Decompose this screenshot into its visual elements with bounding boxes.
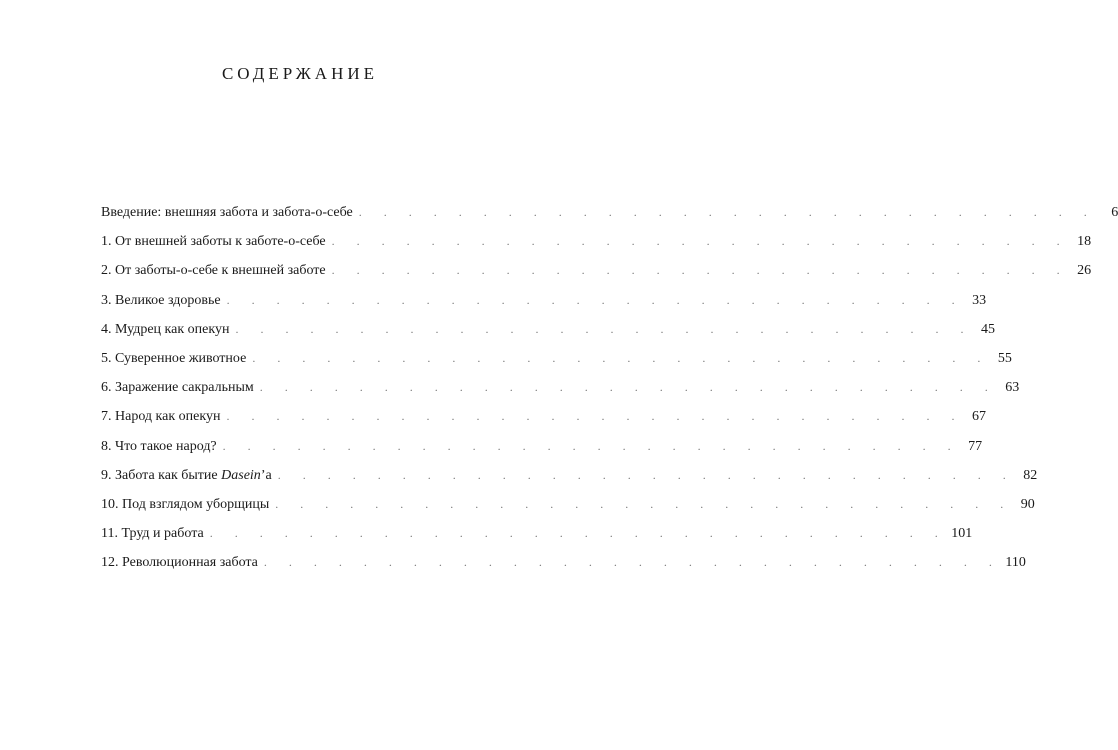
toc-entry-page-number: 77 — [968, 438, 983, 454]
toc-entry-page-number: 90 — [1020, 496, 1035, 512]
toc-entry-number: 4. — [101, 321, 112, 337]
toc-entry-page-number: 26 — [1077, 263, 1092, 279]
toc-entry-number: 2. — [101, 263, 112, 279]
toc-entry-page-number: 55 — [997, 350, 1012, 366]
toc-entry-label — [101, 261, 332, 281]
toc-entry-label — [101, 437, 223, 457]
dot-leader: . . . . . . . . . . . . . . . . . . . . . . . . . . . . . . — [277, 467, 1016, 482]
toc-entry-title: Мудрец как опекун — [115, 321, 230, 337]
toc-entry-title: Суверенное животное — [115, 350, 247, 366]
toc-entry[interactable] — [101, 436, 983, 465]
toc-entry-label — [101, 349, 252, 369]
toc-entry[interactable] — [101, 319, 995, 348]
toc-entry-title: От внешней заботы к заботе-о-себе — [115, 234, 326, 250]
toc-entry-page-number: 67 — [971, 409, 986, 425]
toc-entry[interactable] — [101, 494, 1035, 523]
dot-leader: . . . . . . . . . . . . . . . . . . . . . . . . . . . . . . — [209, 526, 948, 541]
toc-entry[interactable] — [101, 202, 1118, 231]
toc-entry-number: 8. — [101, 438, 112, 454]
page-title: СОДЕРЖАНИЕ — [221, 64, 379, 83]
toc-entry[interactable] — [101, 260, 1092, 289]
toc-entry-label — [101, 203, 359, 223]
dot-leader: . . . . . . . . . . . . . . . . . . . . . . . . . . . . . . — [259, 380, 998, 395]
toc-entry-label — [101, 291, 227, 311]
toc-entry-page-number: 110 — [1005, 555, 1026, 571]
toc-entry-title: Под взглядом уборщицы — [122, 496, 270, 512]
dot-leader: . . . . . . . . . . . . . . . . . . . . . . . . . . . . . . — [331, 263, 1070, 278]
toc-entry-title: Труд и работа — [121, 526, 204, 542]
toc-entry-title-suffix: ’а — [260, 467, 272, 483]
dot-leader: . . . . . . . . . . . . . . . . . . . . . . . . . . . . . . — [358, 205, 1097, 219]
toc-entry-label — [101, 466, 278, 486]
toc-entry-page-number: 82 — [1023, 467, 1038, 483]
toc-entry-page-number: 33 — [972, 292, 987, 308]
toc-entry-page-number: 101 — [951, 526, 973, 542]
dot-leader: . . . . . . . . . . . . . . . . . . . . . . . . . . . . . . — [226, 409, 964, 424]
toc-entry-page-number: 63 — [1005, 380, 1020, 396]
toc-entry-title: Народ как опекун — [115, 409, 221, 425]
toc-entry-page-number: 6 — [1111, 205, 1118, 220]
toc-entry[interactable] — [101, 465, 1038, 494]
toc-entry-number: 7. — [101, 409, 112, 425]
toc-entry-label — [101, 232, 332, 252]
toc-entry[interactable] — [101, 406, 986, 435]
toc-entry[interactable] — [101, 290, 987, 319]
toc-entry[interactable] — [101, 552, 1026, 581]
dot-leader: . . . . . . . . . . . . . . . . . . . . . . . . . . . . . . — [331, 234, 1070, 249]
toc-entry-title: Заражение сакральным — [115, 380, 254, 396]
toc-entry-title: Что такое народ? — [115, 438, 217, 454]
toc-entry-number: 3. — [101, 292, 112, 308]
toc-entry-number: 6. — [101, 380, 112, 396]
toc-entry-number: 12. — [101, 555, 119, 571]
toc-entry-number: 5. — [101, 350, 112, 366]
dot-leader: . . . . . . . . . . . . . . . . . . . . . . . . . . . . . . — [252, 350, 990, 365]
toc-entry[interactable] — [101, 231, 1092, 260]
toc-entry-title: От заботы-о-себе к внешней заботе — [115, 263, 326, 279]
toc-entry-title: Великое здоровье — [115, 292, 221, 308]
toc-entry-title: Введение: внешняя забота и забота-о-себе — [101, 205, 353, 220]
toc-entry-number: 1. — [101, 234, 112, 250]
toc-entry-title: Революционная забота — [122, 555, 258, 571]
toc-entry[interactable] — [101, 348, 1012, 377]
dot-leader: . . . . . . . . . . . . . . . . . . . . . . . . . . . . . . — [235, 321, 973, 336]
dot-leader: . . . . . . . . . . . . . . . . . . . . . . . . . . . . . . — [263, 555, 1002, 570]
toc-entry-number: 10. — [101, 496, 119, 512]
toc-entry-label — [101, 320, 235, 340]
toc-entry-title-italic: Dasein — [221, 467, 261, 483]
toc-entry-number: 9. — [101, 467, 112, 483]
dot-leader: . . . . . . . . . . . . . . . . . . . . . . . . . . . . . . — [275, 496, 1013, 511]
toc-entry-page-number: 45 — [980, 321, 995, 337]
dot-leader: . . . . . . . . . . . . . . . . . . . . . . . . . . . . . . — [222, 438, 961, 453]
toc-entry-number: 11. — [101, 526, 118, 542]
toc-entry-page-number: 18 — [1077, 234, 1092, 250]
toc-entry-label — [101, 495, 275, 515]
table-of-contents — [101, 202, 1118, 581]
toc-entry-label — [101, 553, 264, 573]
toc-entry-label — [101, 524, 210, 544]
toc-entry-label — [101, 378, 260, 398]
toc-entry[interactable] — [101, 377, 1020, 406]
toc-entry-title: Забота как бытие — [115, 467, 222, 483]
toc-entry[interactable] — [101, 523, 973, 552]
toc-entry-label — [101, 407, 226, 427]
dot-leader: . . . . . . . . . . . . . . . . . . . . . . . . . . . . . . — [226, 292, 965, 307]
